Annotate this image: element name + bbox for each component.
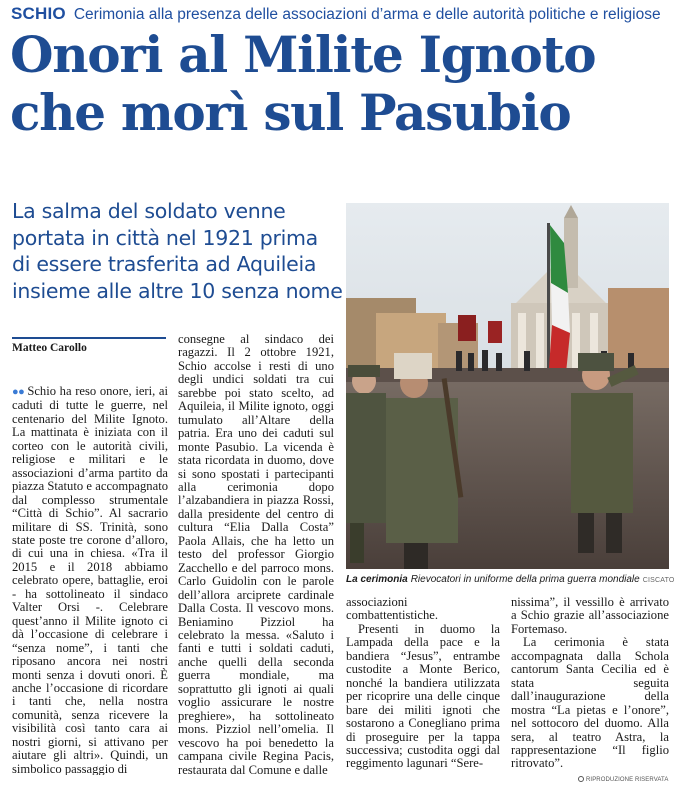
body-paragraph: La cerimonia è stata accompagnata dalla Schola cantorum Santa Cecilia ed è stata seguita dall’inaugurazione della mostra “La pietas e l’onore”, nel sottocoro del duomo. Alla sera, al teatro Astra, la rappresentazione “Il figlio ritrovato”.	[511, 635, 669, 771]
body-paragraph: consegne al sindaco dei ragazzi. Il 2 ottobre 1921, Schio accolse i resti di uno degli undici soldati tra cui sarebbe poi stato scelto, ad Aquileia, il Milite ignoto, oggi tumulato all’Altare della patria. Era uno dei caduti sul monte Pasubio. La vicenda è stata ricordata in duomo, dove si sono spostati i partecipanti alla cerimonia dopo l’alzabandiera in piazza Rossi, dalla presidente del centro di cultura “Elia Dalla Costa” Paola Allais, che ha letto un testo del professor Giorgio Zacchello e del parroco mons. Carlo Guidolin con le parole dell’allora arciprete cardinale Dalla Costa. Il vescovo mons. Beniamino Pizziol ha celebrato la messa. «Saluto i fanti e tutti i soldati caduti, anche quelli della seconda guerra mondiale, ma soprattutto gli ignoti ai quali voglio assicurare le nostre preghiere», ha sottolineato mons. Pizziol nell’omelia. Il vescovo ha poi benedetto la campana civile Regina Pacis, restaurata dal Comune e dalle	[178, 333, 334, 777]
deck-line: insieme alle altre 10 senza nome	[12, 278, 343, 303]
body-paragraph	[12, 385, 168, 775]
ceremony-photo	[346, 203, 669, 569]
lead-dots-icon: ●●	[12, 386, 25, 398]
headline-line-1: Onori al Milite Ignoto	[10, 25, 596, 84]
rights-text: RIPRODUZIONE RISERVATA	[586, 777, 669, 783]
headline-line-2: che morì sul Pasubio	[10, 83, 571, 142]
kicker	[11, 4, 673, 26]
body-column-3	[346, 596, 500, 776]
deck-line: La salma del soldato venne	[12, 199, 286, 223]
body-paragraph: Presenti in duomo la Lampada della pace e la bandiera “Jesus”, entrambe custodite a Monte Berico, nonché la bandiera utilizzata per ricoprire una delle cinque bare dei militi ignoti che sostarono a Conegliano prima di proseguire per la tappa successiva; custodita oggi dal reggimento lagunari “Sere-	[346, 621, 500, 771]
byline-rule	[12, 337, 166, 339]
body-column-4	[511, 596, 669, 776]
deck-line: di essere trasferita ad Aquileia	[12, 252, 317, 276]
deck	[12, 198, 342, 304]
kicker-city: SCHIO	[11, 4, 66, 23]
copyright-icon	[578, 776, 584, 782]
kicker-text: Cerimonia alla presenza delle associazioni d’arma e delle autorità politiche e religiose	[73, 6, 661, 23]
headline	[10, 26, 674, 142]
photo-credit: CISCATO	[642, 577, 675, 584]
body-column-2	[178, 333, 334, 778]
caption-text: Rievocatori in uniforme della prima guerra mondiale	[410, 574, 640, 585]
byline: Matteo Carollo	[12, 342, 87, 354]
rights-notice	[578, 776, 668, 783]
caption-lead: La cerimonia	[346, 574, 408, 585]
body-paragraph-text: Schio ha reso onore, ieri, ai caduti di tutte le guerre, nel centenario del Milite Ignoto. La mattinata è iniziata con il corteo con le autorità civili, religiose e militari e le associazioni d’arma partito da piazza Statuto e accompagnato dal complesso strumentale “Città di Schio”. Al sacrario militare di SS. Trinità, sono state poste tre corone d’alloro, di cui una in chiesa. «Tra il 2015 e il 2018 abbiamo celebrato opere, battaglie, eroi - ha sottolineato il sindaco Valter Orsi -. Celebrare quest’anno il Milite ignoto ci dà l’occasione di celebrare i “senza nome”, i tanti che riposano ancora nei nostri monti senza i dovuti onori. È anche l’occasione di ricordare i tanti che, nella nostra comunità, senza ricevere la visibilità così tanto cara ai nostri giorni, si attivano per aiutare gli altri». Quindi, un simbolico passaggio di	[12, 385, 168, 775]
body-column-1	[12, 385, 168, 775]
deck-line: portata in città nel 1921 prima	[12, 225, 318, 250]
body-paragraph: associazioni combattentistiche.	[346, 596, 438, 623]
photo-caption	[346, 573, 676, 587]
body-paragraph: nissima”, il vessillo è arrivato a Schio grazie all’associazione Fortemaso.	[511, 596, 669, 636]
